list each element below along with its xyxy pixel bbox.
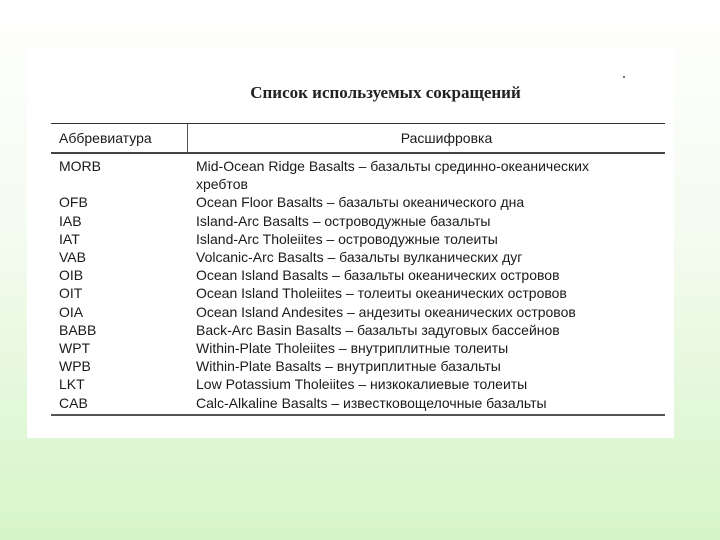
speck <box>623 76 625 78</box>
abbreviation-cell: VAB <box>59 249 86 266</box>
meaning-cell: Back-Arc Basin Basalts – базальты задуговых бассейнов <box>196 321 560 338</box>
table-row <box>51 157 665 175</box>
header-abbreviation: Аббревиатура <box>51 124 188 152</box>
meaning-cell: Island-Arc Basalts – островодужные базальты <box>196 212 491 229</box>
meaning-cell: Mid-Ocean Ridge Basalts – базальты срединно-океанических <box>196 158 589 174</box>
abbreviation-cell: MORB <box>59 158 101 174</box>
document-page <box>27 48 674 438</box>
abbreviation-cell-empty <box>51 175 196 193</box>
meaning-cell: Calc-Alkaline Basalts – известковощелочные базальты <box>196 394 547 411</box>
table-row <box>51 321 665 339</box>
meaning-cell: Ocean Island Basalts – базальты океанических островов <box>196 267 560 284</box>
meaning-cell: Ocean Island Andesites – андезиты океанических островов <box>196 303 576 320</box>
meaning-cell: Ocean Floor Basalts – базальты океанического дна <box>196 194 525 211</box>
abbreviation-cell: OFB <box>59 194 88 211</box>
table-row <box>51 303 665 321</box>
meaning-cell: Low Potassium Tholeiites – низкокалиевые толеиты <box>196 376 528 393</box>
table-row <box>51 394 665 412</box>
abbreviation-cell: WPT <box>59 340 91 357</box>
abbreviation-cell: IAB <box>59 212 82 229</box>
abbreviation-cell: IAT <box>59 230 80 247</box>
table-body <box>51 154 665 414</box>
abbreviation-cell: WPB <box>59 358 91 375</box>
meaning-cell: Within-Plate Tholeiites – внутриплитные толеиты <box>196 340 509 357</box>
table-row <box>51 212 665 230</box>
table-row <box>51 266 665 284</box>
table-row-continuation <box>51 175 665 193</box>
abbreviation-cell: LKT <box>59 376 85 393</box>
abbreviation-cell: BABB <box>59 321 97 338</box>
table-row <box>51 248 665 266</box>
table-row <box>51 375 665 393</box>
table-row <box>51 230 665 248</box>
abbreviation-cell: OIA <box>59 303 84 320</box>
meaning-cell-continuation: хребтов <box>196 176 248 193</box>
abbreviations-table <box>51 123 665 416</box>
table-row <box>51 339 665 357</box>
meaning-cell: Within-Plate Basalts – внутриплитные базальты <box>196 358 501 375</box>
table-header <box>51 124 665 154</box>
header-meaning: Расшифровка <box>400 130 493 146</box>
abbreviation-cell: CAB <box>59 394 88 411</box>
meaning-cell: Island-Arc Tholeiites – островодужные толеиты <box>196 230 498 247</box>
table-row <box>51 193 665 211</box>
abbreviation-cell: OIT <box>59 285 83 302</box>
table-row <box>51 357 665 375</box>
meaning-cell: Volcanic-Arc Basalts – базальты вулканических дуг <box>196 249 523 266</box>
meaning-cell: Ocean Island Tholeiites – толеиты океанических островов <box>196 285 567 302</box>
page-title: Список используемых сокращений <box>250 83 521 102</box>
abbreviation-cell: OIB <box>59 267 84 284</box>
table-row <box>51 284 665 302</box>
